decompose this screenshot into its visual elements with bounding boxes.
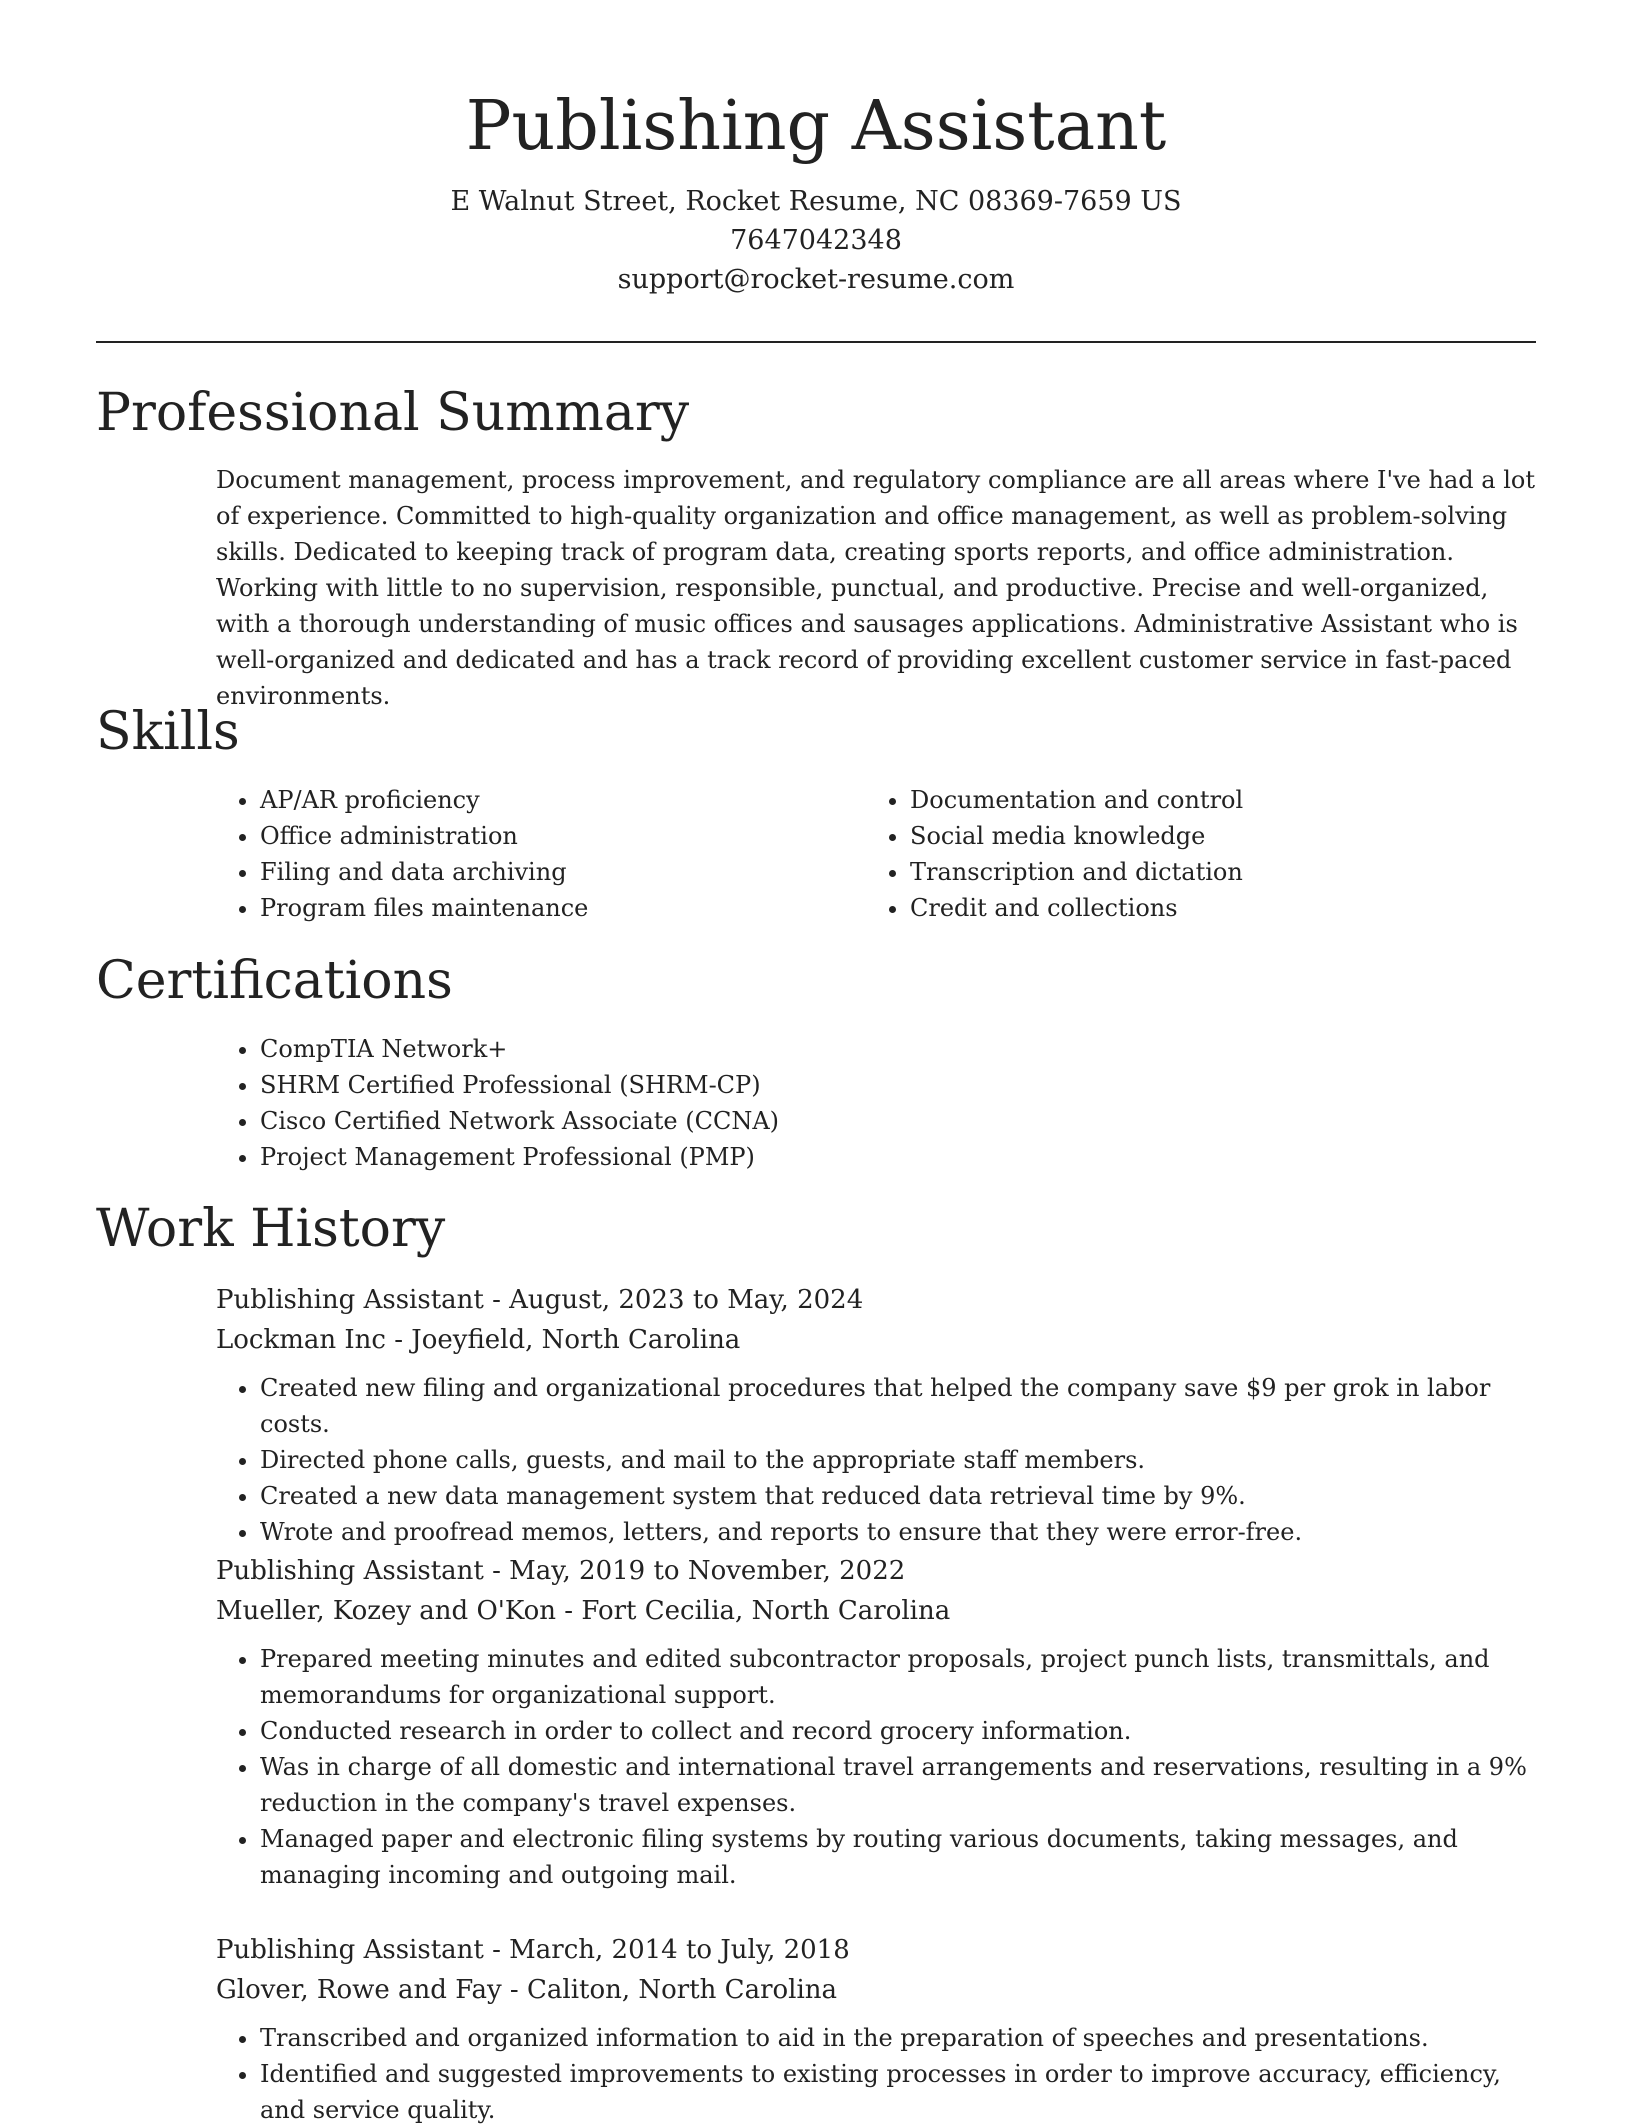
job-company: Lockman Inc bbox=[216, 1325, 386, 1355]
section-title-skills: Skills bbox=[96, 702, 240, 762]
certification-item: • CompTIA Network+ bbox=[260, 1031, 1516, 1067]
skills-column-1 bbox=[216, 782, 836, 926]
job-title-line bbox=[216, 1551, 1536, 1591]
contact-phone: 7647042348 bbox=[730, 225, 902, 256]
job-title: Publishing Assistant bbox=[216, 1285, 484, 1315]
section-title-certifications: Certifications bbox=[96, 951, 453, 1011]
job-bullets bbox=[216, 1370, 1536, 1550]
job-company: Glover, Rowe and Fay bbox=[216, 1975, 502, 2005]
job-bullet: • Managed paper and electronic filing systems by routing various documents, taking messages, and managing incoming and outgoing mail. bbox=[260, 1821, 1536, 1893]
job-bullet: • Prepared meeting minutes and edited subcontractor proposals, project punch lists, transmittals, and memorandums for organizational support. bbox=[260, 1641, 1536, 1713]
job-company: Mueller, Kozey and O'Kon bbox=[216, 1596, 557, 1626]
job-bullets bbox=[216, 1641, 1536, 1893]
skill-item: • Social media knowledge bbox=[910, 818, 1506, 854]
job-entry bbox=[216, 1930, 1536, 2128]
job-title-line bbox=[216, 1930, 1536, 1970]
job-bullet: • Created new filing and organizational procedures that helped the company save $9 per grok in labor costs. bbox=[260, 1370, 1536, 1442]
job-title-line bbox=[216, 1280, 1536, 1320]
certification-item: • Project Management Professional (PMP) bbox=[260, 1139, 1516, 1175]
contact-email: support@rocket-resume.com bbox=[617, 264, 1015, 295]
skill-item: • Credit and collections bbox=[910, 890, 1506, 926]
job-location: - Joeyfield, North Carolina bbox=[385, 1325, 741, 1355]
job-location: - Caliton, North Carolina bbox=[501, 1975, 838, 2005]
job-dates: - May, 2019 to November, 2022 bbox=[483, 1556, 906, 1586]
contact-address: E Walnut Street, Rocket Resume, NC 08369-7659 US bbox=[450, 186, 1182, 217]
job-bullet: • Created a new data management system that reduced data retrieval time by 9%. bbox=[260, 1478, 1536, 1514]
job-entry bbox=[216, 1551, 1536, 1893]
header-divider bbox=[96, 341, 1536, 343]
job-dates: - March, 2014 to July, 2018 bbox=[483, 1935, 850, 1965]
section-title-summary: Professional Summary bbox=[96, 383, 690, 443]
certifications-list bbox=[216, 1031, 1516, 1175]
skill-item: • Program files maintenance bbox=[260, 890, 836, 926]
job-dates: - August, 2023 to May, 2024 bbox=[483, 1285, 864, 1315]
job-company-line bbox=[216, 1320, 1536, 1360]
job-bullet: • Wrote and proofread memos, letters, and reports to ensure that they were error-free. bbox=[260, 1514, 1536, 1550]
job-bullet: • Was in charge of all domestic and international travel arrangements and reservations, resulting in a 9% reduction in the company's travel expenses. bbox=[260, 1749, 1536, 1821]
contact-info bbox=[0, 182, 1632, 299]
skill-item: • AP/AR proficiency bbox=[260, 782, 836, 818]
job-location: - Fort Cecilia, North Carolina bbox=[556, 1596, 951, 1626]
job-bullet: • Identified and suggested improvements to existing processes in order to improve accuracy, efficiency, and service quality. bbox=[260, 2056, 1536, 2128]
job-entry bbox=[216, 1280, 1536, 1550]
skills-column-2 bbox=[866, 782, 1506, 926]
job-company-line bbox=[216, 1591, 1536, 1631]
job-title: Publishing Assistant bbox=[216, 1556, 484, 1586]
skill-item: • Filing and data archiving bbox=[260, 854, 836, 890]
page-title: Publishing Assistant bbox=[465, 87, 1167, 166]
resume-header bbox=[0, 0, 1632, 299]
section-title-work-history: Work History bbox=[96, 1199, 446, 1259]
job-bullet: • Transcribed and organized information to aid in the preparation of speeches and presentations. bbox=[260, 2020, 1536, 2056]
skill-item: • Documentation and control bbox=[910, 782, 1506, 818]
certification-item: • SHRM Certified Professional (SHRM-CP) bbox=[260, 1067, 1516, 1103]
job-bullet: • Conducted research in order to collect and record grocery information. bbox=[260, 1713, 1536, 1749]
job-company-line bbox=[216, 1970, 1536, 2010]
skill-item: • Office administration bbox=[260, 818, 836, 854]
certification-item: • Cisco Certified Network Associate (CCNA) bbox=[260, 1103, 1516, 1139]
skill-item: • Transcription and dictation bbox=[910, 854, 1506, 890]
job-title: Publishing Assistant bbox=[216, 1935, 484, 1965]
summary-text: Document management, process improvement, and regulatory compliance are all areas where I've had a lot of experience. Committed to high-quality organization and office management, as well as problem-solving skills. Dedicated to keeping track of program data, creating sports reports, and office administration. Working with little to no supervision, responsible, punctual, and productive. Precise and well-organized, with a thorough understanding of music offices and sausages applications. Administrative Assistant who is well-organized and dedicated and has a track record of providing excellent customer service in fast-paced environments. bbox=[216, 466, 1535, 710]
job-bullet: • Directed phone calls, guests, and mail to the appropriate staff members. bbox=[260, 1442, 1536, 1478]
